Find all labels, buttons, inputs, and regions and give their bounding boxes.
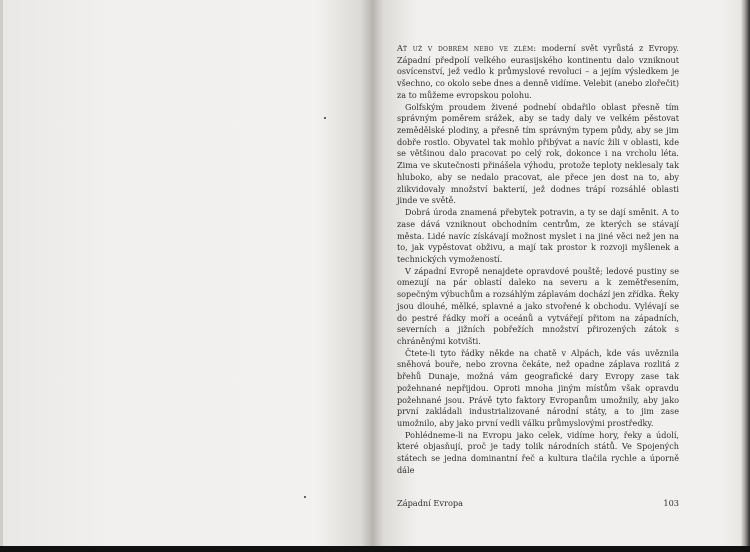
paragraph-lead: Ať už v dobrém nebo ve zlém: [397,43,537,53]
body-text [397,43,679,477]
paragraph [397,43,679,102]
running-footer-title: Západní Evropa [397,498,463,508]
left-page-edge [0,0,3,546]
page-number: 103 [663,498,679,508]
paragraph-text: moderní svět vyrůstá z Evropy. Západní předpolí velkého eurasijského kontinentu dalo vzniknout osvícenství, jež vedlo k průmyslové revoluci – a jejím výsledkem je všechno, co okolo sebe dnes a denně vidíme. Velebit (anebo zlořečit) za to můžeme evropskou polohu. [397,43,679,100]
paragraph: Golfským proudem živené podnebí obdařilo oblast přesně tím správným poměrem srážek, aby se tady daly ve velkém pěstovat zemědělské plodiny, a přesně tím správným typem půdy, aby se jim dobře rostlo. Obyvatel tak mohlo přibývat a navíc žili v oblasti, kde se většinou dalo pracovat po celý rok, dokonce i na vrcholu léta. Zima ve skutečnosti přinášela výhodu, protože teploty neklesaly tak hluboko, aby se nedalo pracovat, ale přece jen dost na to, aby zlikvidovaly množství bakterií, jež dodnes trápí rozsáhlé oblasti jinde ve světě. [397,101,679,206]
paragraph: Pohlédneme-li na Evropu jako celek, vidíme hory, řeky a údolí, které objasňují, proč je tady tolik národních států. Ve Spojených státech se jedna dominantní řeč a kultura tlačila rychle a úporně dále [397,429,679,475]
scan-bottom-shadow [0,546,750,552]
paragraph: Dobrá úroda znamená přebytek potravin, a ty se dají směnit. A to zase dává vzniknout obchodním centrům, ze kterých se stávají města. Lidé navíc získávají možnost myslet i na jiné věci než jen na to, jak vypěstovat obživu, a mají tak prostor k rozvoji myšlenek a technických vymožeností. [397,207,679,264]
paper-speck [324,117,326,119]
right-page-edge [741,0,750,546]
paper-speck [304,496,306,498]
paragraph: V západní Evropě nenajdete opravdové pouště; ledové pustiny se omezují na pár oblastí daleko na severu a k zemětřesením, sopečným výbuchům a rozsáhlým záplavám dochází jen zřídka. Řeky jsou dlouhé, mělké, splavné a jako stvořené k obchodu. Vylévají se do pestré řádky moří a oceánů a vytvářejí přitom na západních, severních a jižních pobřežích množství přirozených zátok s chráněnými kotvišti. [397,265,679,346]
left-page [0,0,372,546]
paragraph: Čtete-li tyto řádky někde na chatě v Alpách, kde vás uvěznila sněhová bouře, nebo zrovna čekáte, než opadne záplava rozlitá z břehů Dunaje, možná vám geografické dary Evropy zase tak požehnané nepřijdou. Oproti mnoha jiným místům však opravdu požehnané jsou. Právě tyto faktory Evropanům umožnily, aby jako první zakládali industrializované národní státy, a to jim zase umožnilo, aby jako první vedli válku průmyslovými prostředky. [397,347,679,428]
